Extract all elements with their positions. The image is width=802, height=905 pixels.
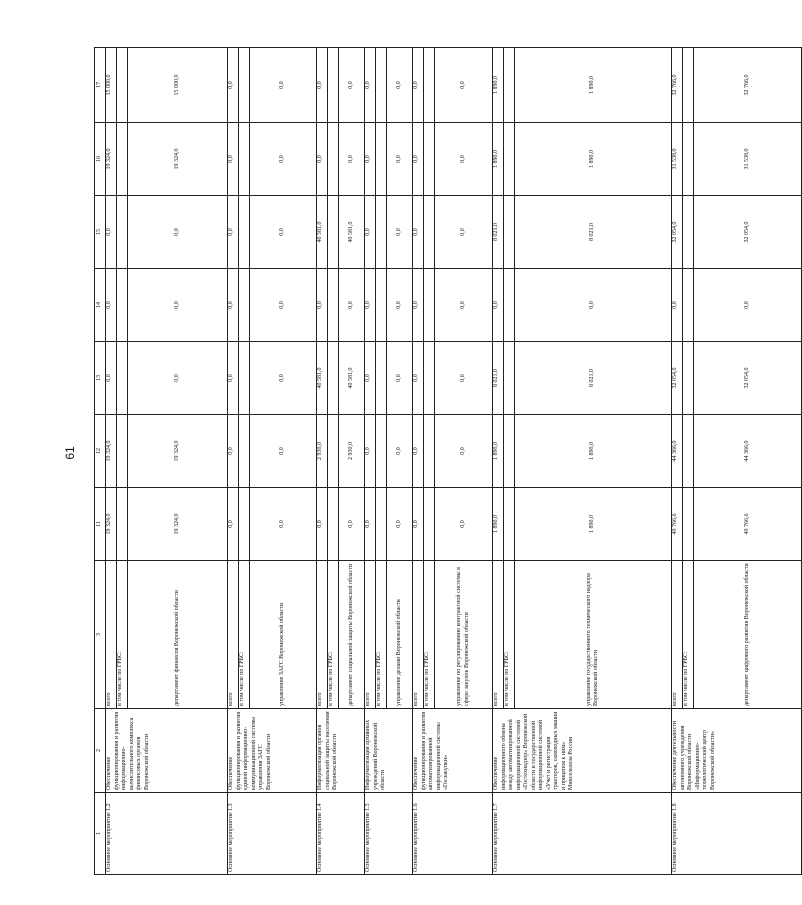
value-cell: 0,0 — [435, 415, 493, 488]
value-cell: 1 890,0 — [515, 48, 672, 123]
value-cell — [376, 123, 387, 196]
row-label: в том числе по ГРБС: — [376, 561, 387, 709]
value-cell: 40 766,6 — [694, 488, 802, 561]
row-label: всего — [317, 561, 328, 709]
value-cell: 0,0 — [365, 196, 376, 269]
value-cell — [117, 342, 128, 415]
value-cell — [328, 488, 339, 561]
value-cell — [424, 415, 435, 488]
value-cell: 0,0 — [365, 269, 376, 342]
value-cell: 1 890,0 — [515, 488, 672, 561]
value-cell: 0,0 — [435, 48, 493, 123]
row-label: управление ЗАГС Воронежской области — [250, 561, 317, 709]
value-cell: 40 766,6 — [672, 488, 683, 561]
column-number: 1 — [95, 793, 106, 875]
value-cell: 40 581,0 — [317, 196, 328, 269]
row-label: в том числе по ГРБС: — [239, 561, 250, 709]
value-cell: 32 054,0 — [672, 196, 683, 269]
value-cell: 15 000,0 — [106, 48, 117, 123]
value-cell — [376, 48, 387, 123]
table-row — [672, 48, 683, 875]
event-code: Основное мероприятие 1.5 — [365, 793, 413, 875]
value-cell — [504, 342, 515, 415]
event-code: Основное мероприятие 1.2 — [106, 793, 228, 875]
value-cell: 2 930,0 — [317, 415, 328, 488]
value-cell: 32 766,0 — [672, 48, 683, 123]
value-cell: 0,0 — [435, 123, 493, 196]
value-cell — [683, 196, 694, 269]
event-code: Основное мероприятие 1.7 — [493, 793, 672, 875]
table-row — [228, 48, 239, 875]
row-label: всего — [106, 561, 117, 709]
value-cell — [504, 488, 515, 561]
value-cell — [239, 342, 250, 415]
value-cell: 0,0 — [413, 415, 424, 488]
value-cell: 0,0 — [493, 269, 504, 342]
row-label: в том числе по ГРБС: — [424, 561, 435, 709]
value-cell: 0,0 — [365, 488, 376, 561]
value-cell — [504, 269, 515, 342]
event-name: Обеспечение деятельности автономного учреждения Воронежской области «Информационно-технологический центр Воронежской области» — [672, 709, 802, 793]
value-cell: 0,0 — [435, 488, 493, 561]
value-cell: 0,0 — [435, 269, 493, 342]
value-cell — [424, 488, 435, 561]
column-number: 3 — [95, 561, 106, 709]
table-row — [413, 48, 424, 875]
value-cell: 0,0 — [413, 123, 424, 196]
value-cell — [328, 196, 339, 269]
value-cell: 15 000,0 — [128, 48, 228, 123]
value-cell: 19 324,0 — [106, 488, 117, 561]
value-cell: 40 581,0 — [317, 342, 328, 415]
value-cell: 44 366,0 — [694, 415, 802, 488]
value-cell: 0,0 — [435, 342, 493, 415]
table-row — [317, 48, 328, 875]
value-cell — [328, 342, 339, 415]
value-cell: 8 021,0 — [493, 196, 504, 269]
column-number: 17 — [95, 48, 106, 123]
row-label: департамент финансов Воронежской области — [128, 561, 228, 709]
event-code: Основное мероприятие 1.4 — [317, 793, 365, 875]
value-cell: 0,0 — [515, 269, 672, 342]
value-cell: 0,0 — [365, 123, 376, 196]
value-cell: 19 324,0 — [106, 415, 117, 488]
value-cell — [328, 48, 339, 123]
value-cell: 19 324,0 — [128, 488, 228, 561]
value-cell: 0,0 — [387, 196, 413, 269]
value-cell: 0,0 — [387, 488, 413, 561]
value-cell: 32 054,0 — [694, 342, 802, 415]
value-cell: 40 581,0 — [339, 342, 365, 415]
value-cell: 1 890,0 — [515, 123, 672, 196]
value-cell — [683, 342, 694, 415]
value-cell — [239, 196, 250, 269]
value-cell — [117, 488, 128, 561]
value-cell: 32 054,0 — [672, 342, 683, 415]
value-cell: 0,0 — [228, 196, 239, 269]
value-cell: 0,0 — [339, 123, 365, 196]
value-cell: 8 021,0 — [515, 196, 672, 269]
value-cell: 1 890,0 — [493, 48, 504, 123]
row-label: в том числе по ГРБС: — [328, 561, 339, 709]
value-cell: 0,0 — [228, 48, 239, 123]
value-cell: 0,0 — [106, 269, 117, 342]
column-number: 15 — [95, 196, 106, 269]
value-cell: 0,0 — [413, 48, 424, 123]
column-number: 12 — [95, 415, 106, 488]
event-name: Информатизация архивных учреждений Воронежской области — [365, 709, 413, 793]
row-label: в том числе по ГРБС: — [683, 561, 694, 709]
value-cell: 1 890,0 — [515, 415, 672, 488]
value-cell: 1 890,0 — [493, 415, 504, 488]
event-code: Основное мероприятие 1.3 — [228, 793, 317, 875]
value-cell: 0,0 — [317, 269, 328, 342]
event-name: Обеспечение функционирования и развития информационно-вычислительного комплекса финансовых органов Воронежской области — [106, 709, 228, 793]
column-number: 2 — [95, 709, 106, 793]
event-name: Информатизация органов социальной защиты населения Воронежской области — [317, 709, 365, 793]
value-cell: 0,0 — [317, 123, 328, 196]
value-cell: 32 054,0 — [694, 196, 802, 269]
value-cell: 0,0 — [387, 48, 413, 123]
value-cell — [504, 123, 515, 196]
value-cell: 0,0 — [413, 269, 424, 342]
page-number: 61 — [63, 446, 77, 460]
value-cell: 19 324,0 — [128, 123, 228, 196]
value-cell: 0,0 — [365, 342, 376, 415]
value-cell: 0,0 — [250, 269, 317, 342]
value-cell: 0,0 — [672, 269, 683, 342]
value-cell — [117, 415, 128, 488]
value-cell — [117, 123, 128, 196]
value-cell: 0,0 — [228, 415, 239, 488]
table-row — [493, 48, 504, 875]
value-cell: 31 538,0 — [672, 123, 683, 196]
value-cell — [239, 488, 250, 561]
value-cell: 0,0 — [228, 269, 239, 342]
column-number: 13 — [95, 342, 106, 415]
value-cell: 0,0 — [317, 488, 328, 561]
value-cell: 0,0 — [250, 48, 317, 123]
value-cell — [424, 48, 435, 123]
value-cell — [424, 196, 435, 269]
value-cell — [239, 269, 250, 342]
value-cell: 0,0 — [387, 269, 413, 342]
value-cell — [424, 269, 435, 342]
value-cell — [376, 342, 387, 415]
row-label: всего — [365, 561, 376, 709]
value-cell: 0,0 — [317, 48, 328, 123]
row-label: в том числе по ГРБС: — [117, 561, 128, 709]
row-label: в том числе по ГРБС: — [504, 561, 515, 709]
value-cell — [504, 415, 515, 488]
value-cell: 0,0 — [128, 342, 228, 415]
value-cell — [504, 48, 515, 123]
value-cell: 0,0 — [339, 48, 365, 123]
event-code: Основное мероприятие 1.6 — [413, 793, 493, 875]
value-cell: 0,0 — [387, 342, 413, 415]
value-cell: 0,0 — [413, 488, 424, 561]
value-cell: 40 581,0 — [339, 196, 365, 269]
event-code: Основное мероприятие 1.8 — [672, 793, 802, 875]
value-cell: 32 766,0 — [694, 48, 802, 123]
row-label: всего — [493, 561, 504, 709]
value-cell — [328, 123, 339, 196]
value-cell — [239, 123, 250, 196]
value-cell: 1 890,0 — [493, 123, 504, 196]
value-cell: 0,0 — [413, 196, 424, 269]
budget-table — [94, 47, 802, 875]
value-cell — [328, 415, 339, 488]
row-label: всего — [413, 561, 424, 709]
value-cell — [424, 342, 435, 415]
column-number: 14 — [95, 269, 106, 342]
value-cell: 0,0 — [694, 269, 802, 342]
value-cell — [328, 269, 339, 342]
rotated-table-container — [94, 48, 750, 875]
value-cell: 0,0 — [250, 196, 317, 269]
value-cell — [683, 48, 694, 123]
table-row — [106, 48, 117, 875]
value-cell: 0,0 — [413, 342, 424, 415]
value-cell — [683, 415, 694, 488]
value-cell: 0,0 — [339, 269, 365, 342]
value-cell: 0,0 — [365, 48, 376, 123]
value-cell: 0,0 — [365, 415, 376, 488]
value-cell: 0,0 — [339, 488, 365, 561]
event-name: Обеспечение информационного обмена между автоматизированной информационной системой «Гостехнадзор» Воронежской области и государственной информационной системой «Учет и регистрация тракторов, самоходных машин и прицепов к ним» Минсельхоза России — [493, 709, 672, 793]
value-cell — [504, 196, 515, 269]
value-cell — [424, 123, 435, 196]
value-cell: 0,0 — [250, 415, 317, 488]
value-cell: 0,0 — [435, 196, 493, 269]
column-number: 16 — [95, 123, 106, 196]
value-cell: 0,0 — [228, 342, 239, 415]
event-name: Обеспечение функционирования и развития единой информационно-коммуникационной системы управления ЗАГС Воронежской области — [228, 709, 317, 793]
value-cell — [239, 415, 250, 488]
row-label: департамент цифрового развития Воронежской области — [694, 561, 802, 709]
value-cell — [683, 123, 694, 196]
value-cell: 8 021,0 — [515, 342, 672, 415]
header-row — [95, 48, 106, 875]
value-cell: 19 324,0 — [106, 123, 117, 196]
value-cell: 0,0 — [250, 488, 317, 561]
value-cell — [376, 269, 387, 342]
value-cell: 8 021,0 — [493, 342, 504, 415]
value-cell: 0,0 — [228, 123, 239, 196]
value-cell: 0,0 — [228, 488, 239, 561]
value-cell: 0,0 — [250, 123, 317, 196]
value-cell: 0,0 — [106, 196, 117, 269]
value-cell — [376, 196, 387, 269]
value-cell: 19 324,0 — [128, 415, 228, 488]
value-cell — [117, 48, 128, 123]
value-cell — [117, 269, 128, 342]
event-name: Обеспечение функционирования и развития автоматизированной информационной системы «Госзакупки» — [413, 709, 493, 793]
row-label: всего — [672, 561, 683, 709]
column-number: 11 — [95, 488, 106, 561]
value-cell: 44 366,0 — [672, 415, 683, 488]
table-row — [365, 48, 376, 875]
value-cell: 0,0 — [106, 342, 117, 415]
value-cell: 0,0 — [128, 196, 228, 269]
value-cell — [117, 196, 128, 269]
row-label: управление государственного технического надзора Воронежской области — [515, 561, 672, 709]
value-cell: 0,0 — [128, 269, 228, 342]
value-cell — [683, 488, 694, 561]
row-label: департамент социальной защиты Воронежской области — [339, 561, 365, 709]
value-cell: 31 538,0 — [694, 123, 802, 196]
row-label: управление делами Воронежской области — [387, 561, 413, 709]
value-cell — [376, 415, 387, 488]
value-cell — [239, 48, 250, 123]
row-label: управление по регулированию контрактной системы в сфере закупок Воронежской области — [435, 561, 493, 709]
value-cell: 1 890,0 — [493, 488, 504, 561]
row-label: всего — [228, 561, 239, 709]
value-cell: 0,0 — [387, 415, 413, 488]
value-cell: 0,0 — [250, 342, 317, 415]
value-cell — [376, 488, 387, 561]
value-cell: 2 930,0 — [339, 415, 365, 488]
value-cell: 0,0 — [387, 123, 413, 196]
value-cell — [683, 269, 694, 342]
